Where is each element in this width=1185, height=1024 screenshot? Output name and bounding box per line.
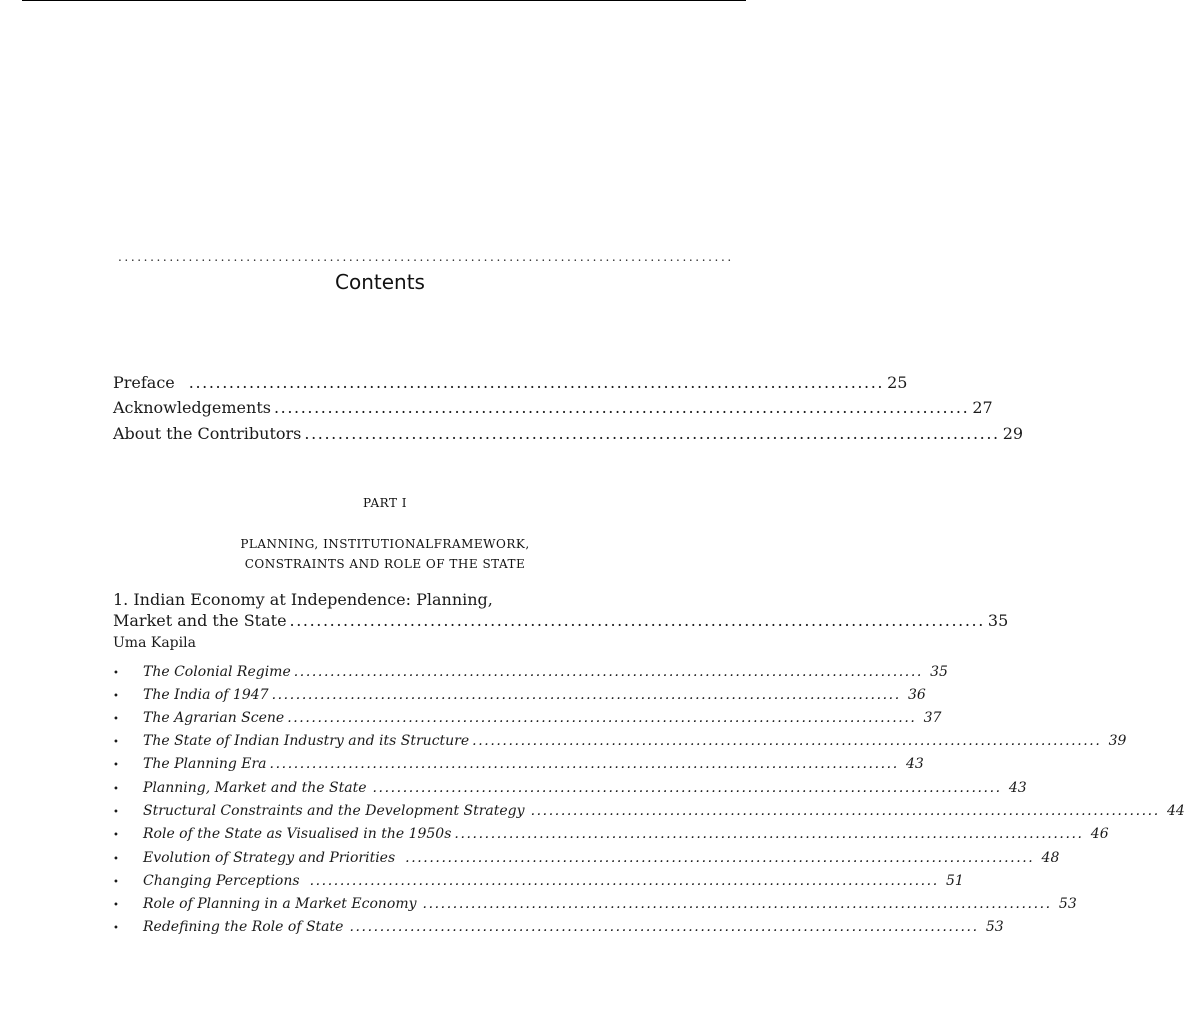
section-entry[interactable] [113,803,1185,819]
bullet-icon: • [113,807,119,818]
section-entry[interactable] [113,919,1004,935]
top-rule [22,0,746,1]
dot-leader: ........................................................................................................ [472,733,1102,749]
bullet-icon: • [113,760,119,771]
dot-leader: ........................................................................................................ [287,710,917,726]
bullet-icon: • [113,923,119,934]
dot-leader: ........................................................................................................ [188,373,885,392]
chapter-title-line1[interactable]: 1. Indian Economy at Independence: Planning, [113,590,493,609]
section-page-number: 46 [1090,826,1109,842]
toc-entry-label: About the Contributors [113,424,302,443]
bullet-icon: • [113,784,119,795]
section-entry[interactable] [113,896,1077,912]
chapter-author: Uma Kapila [113,635,196,651]
chapter-title-line2: Market and the State [113,611,287,630]
section-entry[interactable] [113,664,948,680]
section-label: The India of 1947 [143,687,269,703]
section-page-number: 35 [930,664,948,680]
section-page-number: 44 [1166,803,1185,819]
section-entry[interactable] [113,780,1027,796]
section-entry[interactable] [113,873,964,889]
bullet-icon: • [113,830,119,841]
section-page-number: 43 [1008,780,1027,796]
section-entry[interactable] [113,756,924,772]
section-label: The Planning Era [143,756,267,772]
section-label: Changing Perceptions [143,873,300,889]
part-subtitle-line2: CONSTRAINTS AND ROLE OF THE STATE [244,557,526,571]
section-label: Role of the State as Visualised in the 1950s [143,826,452,842]
toc-entry-acknowledgements[interactable] [113,398,993,417]
toc-page-number: 27 [972,398,993,417]
section-entry[interactable] [113,710,942,726]
bullet-icon: • [113,668,119,679]
bullet-icon: • [113,691,119,702]
dot-leader: ........................................................................................................ [289,611,985,630]
chapter-title-row[interactable] [113,611,1009,630]
chapter-page-number: 35 [987,611,1009,630]
section-entry[interactable] [113,733,1127,749]
dot-leader: ........................................................................................................ [304,424,1000,443]
dotted-rule: ................................................................................................ [118,250,734,264]
section-page-number: 36 [907,687,926,703]
dot-leader: ........................................................................................................ [372,780,1002,796]
part-subtitle-line1: PLANNING, INSTITUTIONALFRAMEWORK, [240,537,530,551]
section-label: Planning, Market and the State [143,780,367,796]
toc-entry-label: Preface [113,373,175,392]
dot-leader: ........................................................................................................ [405,850,1035,866]
section-label: Role of Planning in a Market Economy [143,896,417,912]
section-page-number: 53 [1058,896,1077,912]
dot-leader: ........................................................................................................ [422,896,1052,912]
section-label: Redefining the Role of State [143,919,344,935]
bullet-icon: • [113,737,119,748]
section-page-number: 53 [985,919,1004,935]
dot-leader: ........................................................................................................ [293,664,923,680]
dot-leader: ........................................................................................................ [349,919,979,935]
dot-leader: ........................................................................................................ [271,687,901,703]
bullet-icon: • [113,714,119,725]
dot-leader: ........................................................................................................ [454,826,1084,842]
page-title: Contents [335,270,425,294]
section-label: Structural Constraints and the Development Strategy [143,803,525,819]
section-label: The Agrarian Scene [143,710,285,726]
dot-leader: ........................................................................................................ [309,873,939,889]
section-page-number: 43 [905,756,924,772]
bullet-icon: • [113,877,119,888]
dot-leader: ........................................................................................................ [273,398,970,417]
bullet-icon: • [113,854,119,865]
section-label: Evolution of Strategy and Priorities [143,850,396,866]
toc-page-number: 25 [887,373,908,392]
bullet-icon: • [113,900,119,911]
toc-entry-preface[interactable] [113,373,908,392]
section-page-number: 39 [1108,733,1127,749]
part-label: PART I [362,496,408,510]
toc-entry-contributors[interactable] [113,424,1024,443]
section-page-number: 37 [923,710,942,726]
section-label: The State of Indian Industry and its Structure [143,733,470,749]
dot-leader: ........................................................................................................ [269,756,899,772]
section-page-number: 48 [1041,850,1060,866]
section-entry[interactable] [113,826,1109,842]
section-entry[interactable] [113,687,926,703]
dot-leader: ........................................................................................................ [530,803,1160,819]
toc-entry-label: Acknowledgements [113,398,271,417]
toc-page-number: 29 [1002,424,1024,443]
section-page-number: 51 [945,873,964,889]
section-label: The Colonial Regime [143,664,291,680]
section-entry[interactable] [113,850,1060,866]
